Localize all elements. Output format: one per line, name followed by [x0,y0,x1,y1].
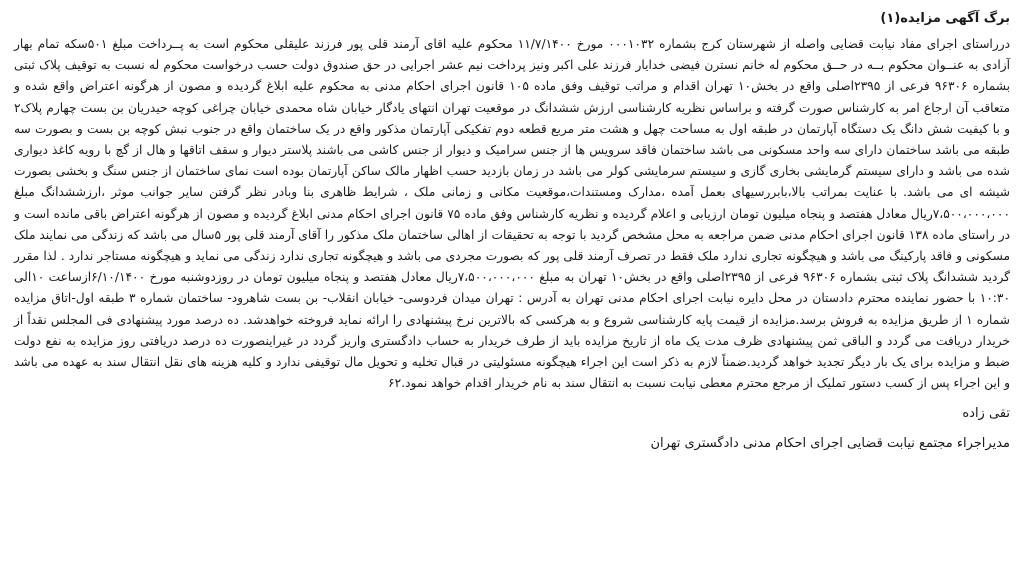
signer-title: مدیراجراء مجتمع نیابت قضایی اجرای احکام مدنی دادگستری تهران [650,436,1010,452]
signer-name: تقی زاده [962,406,1010,422]
notice-body: درراستای اجرای مفاد نیابت قضایی واصله از شهرستان کرج بشماره ۰۰۰۱۰۳۲ مورخ ۱۱/۷/۱۴۰۰ محکوم علیه اقای آرمند قلی پور فرزند علیقلی محکوم است به پــرداخت مبلغ ۵۰۱سکه تمام بهار آزادی به عنــوان محکوم بــه در حــق محکوم له خانم نسترن فیضی خدایار فرزند علی اکبر ونیز پرداخت نیم عشر اجرایی در حق صندوق دولت حسب درخواست محکوم له نسبت به توقیف پلاک ثبتی بشماره ۹۶۳۰۶ فرعی از ۲۳۹۵اصلی واقع در بخش۱۰ تهران اقدام و مراتب توقیف وفق ماده ۱۰۵ قانون اجرای احکام مدنی به محکوم علیه ابلاغ گردیده و مصون از هرگونه اعتراض واقع شده و متعاقب آن ارجاع امر به کارشناس صورت گرفته و براساس نظریه کارشناسی ارزش ششدانگ در موقعیت تهران انتهای یادگار خیابان شاه محمدی خیابان چراغی کوچه حیدریان بن بست چهارم پلاک۲ و با کیفیت شش دانگ یک دستگاه آپارتمان در طبقه اول به مساحت چهل و هشت متر مربع قطعه دوم تفکیکی آپارتمان مذکور واقع در یک ساختمان واقع در جنوب نبش کوچه بن بست و بصورت سه طبقه می باشد ساختمان دارای سه واحد مسکونی می باشد ساختمان فاقد سرویس ها از جنس سرامیک و دیوار از جنس کاشی می باشند پلاستر دیوار و سقف اتاقها و هال از گچ با رویه کاغذ دیواری شده می باشد و دارای سیستم گرمایشی بخاری گازی و سیستم سرمایشی کولر می باشد در زمان بازدید حسب اظهار مالک ساکن آپارتمان بوده است نمای ساختمان از جنس سنگ و بخشی بصورت شیشه ای می باشد. با عنایت بمراتب بالا،بابررسیهای بعمل آمده ،مدارک ومستندات،موقعیت مکانی و زمانی ملک ، شرایط ظاهری بنا وبادر نظر گرفتن سایر جوانب موثر ،ارزششدانگ مبلغ ۷،۵۰۰،۰۰۰،۰۰۰ریال معادل هفتصد و پنجاه میلیون تومان ارزیابی و اعلام گردیده و نظریه کارشناس وفق ماده ۷۵ قانون اجرای احکام مدنی ابلاغ گردیده و مصون از هرگونه اعتراض باقی مانده است و در راستای ماده ۱۳۸ قانون اجرای احکام مدنی ضمن مراجعه به محل مشخص گردید با توجه به تحقیقات از اهالی ساختمان ملک مذکور را آقای آرمند قلی پور ۵سال می باشد که زندگی می نمایند ملک مسکونی و فاقد پارکینگ می باشد و هیچگونه تجاری ندارد ملک فقط در تصرف آرمند قلی پور که بصورت مجردی می باشد و هیچگونه تجاری ندارد زندگی می نماید و هیچگونه مستاجر ندارد . لذا مقرر گردید ششدانگ پلاک ثبتی بشماره ۹۶۳۰۶ فرعی از ۲۳۹۵اصلی واقع در بخش۱۰ تهران به مبلغ ۷،۵۰۰،۰۰۰،۰۰۰ریال معادل هفتصد و پنجاه میلیون تومان در روزدوشنبه مورخ ۶/۱۰/۱۴۰۰ازساعت ۱۰الی ۱۰:۳۰ با حضور نماینده محترم دادستان در محل دایره نیابت اجرای احکام مدنی تهران به آدرس : تهران میدان فردوسی- خیابان انقلاب- بن بست شاهرود- ساختمان شماره ۳ طبقه اول-اتاق مزایده شماره ۱ از طریق مزایده به فروش برسد.مزایده از قیمت پایه کارشناسی شروع و به هرکسی که بالاترین نرخ پیشنهادی را ارائه نماید فروخته خواهدشد. ده درصد مورد پیشنهادی فی المجلس نقداً از خریدار دریافت می گردد و الباقی ثمن پیشنهادی ظرف مدت یک ماه از تاریخ مزایده باید از طرف خریدار به حساب دادگستری واریز گردد در غیراینصورت ده درصد دریافتی روز مزایده به نفع دولت ضبط و مزایده برای یک بار دیگر تجدید خواهد گردید.ضمناً لازم به ذکر است این اجراء هیچگونه مسئولیتی در قبال تخلیه و تحویل مال توقیفی ندارد و کلیه هزینه های نقل انتقال سند به عهده می باشد و این اجراء پس از کسب دستور تملیک از مرجع محترم معطی نیابت نسبت به انتقال سند به نام خریدار اقدام خواهد نمود.۶۲ [14,37,1011,391]
notice-title: برگ آگهی مزایده(۱) [880,11,1010,26]
